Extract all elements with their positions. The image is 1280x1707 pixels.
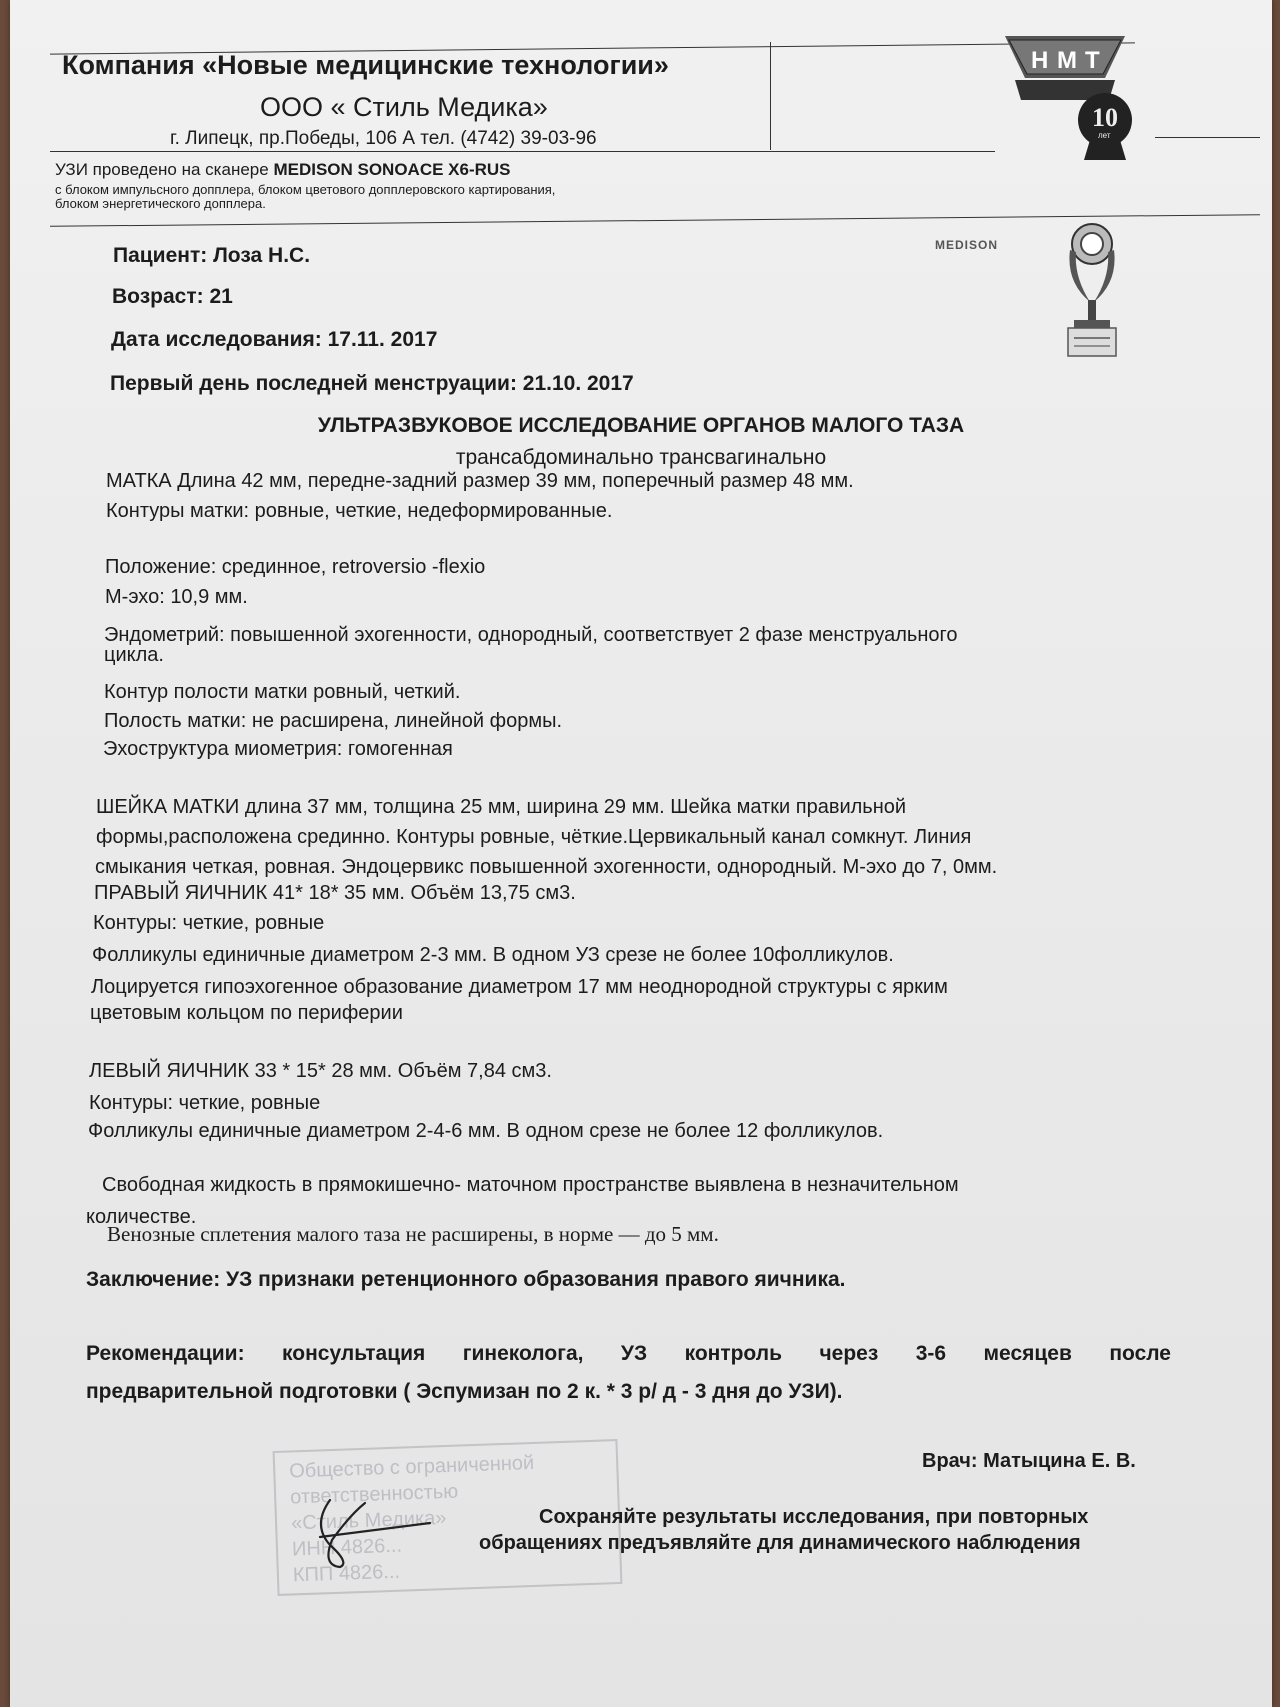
stamp-line-1: Общество с ограниченной: [288, 1451, 535, 1483]
medison-logo: MEDISON: [935, 238, 999, 252]
study-subtitle: трансабдоминально трансвагинально: [455, 446, 827, 469]
scanner-model: MEDISON SONOACE X6-RUS: [273, 160, 511, 179]
trophy-icon: [1060, 222, 1125, 367]
footer-note-2: обращениях предъявляйте для динамического наблюдения: [479, 1532, 1081, 1554]
uterus-contours: Контуры матки: ровные, четкие, недеформированные.: [106, 500, 613, 522]
badge-letter-3: Т: [1085, 47, 1100, 74]
stamp-line-5: КПП 4826...: [292, 1560, 401, 1587]
doctor-name: Врач: Матыцина Е. В.: [922, 1450, 1136, 1472]
right-ovary-formation: Лоцируется гипоэхогенное образование диаметром 17 мм неоднородной структуры с ярким: [91, 976, 948, 998]
uterine-cavity: Полость матки: не расширена, линейной формы.: [104, 710, 563, 732]
llc-name: ООО « Стиль Медика»: [260, 92, 548, 122]
right-ovary-follicles: Фолликулы единичные диаметром 2-3 мм. В одном УЗ срезе не более 10фолликулов.: [92, 944, 894, 966]
right-ovary-size: ПРАВЫЙ ЯИЧНИК 41* 18* 35 мм. Объём 13,75 см3.: [94, 882, 576, 904]
left-ovary-follicles: Фолликулы единичные диаметром 2-4-6 мм. В одном срезе не более 12 фолликулов.: [88, 1120, 884, 1142]
right-ovary-formation-cont: цветовым кольцом по периферии: [90, 1002, 403, 1024]
stamp-line-3: «Стиль Медика»: [290, 1507, 447, 1535]
recommendation: [86, 1335, 1171, 1411]
badge-years-label: лет: [1098, 131, 1111, 140]
left-ovary-contours: Контуры: четкие, ровные: [89, 1092, 321, 1114]
cervix-shape: формы,расположена срединно. Контуры ровные, чёткие.Цервикальный канал сомкнут. Линия: [96, 826, 972, 848]
document-sheet: [10, 0, 1272, 1707]
uterus-position: Положение: срединное, retroversio -flexio: [105, 556, 486, 578]
header-mid-rule: [50, 151, 995, 152]
free-fluid: Свободная жидкость в прямокишечно- маточном пространстве выявлена в незначительном: [102, 1174, 959, 1196]
nmt-badge-logo: [995, 30, 1145, 165]
header-divider: [770, 42, 771, 150]
scanner-prefix: УЗИ проведено на сканере: [55, 160, 269, 179]
pelvic-veins: Венозные сплетения малого таза не расширены, в норме — до 5 мм.: [107, 1222, 719, 1246]
company-name: Компания «Новые медицинские технологии»: [62, 50, 669, 80]
footer-note-1: Сохраняйте результаты исследования, при повторных: [539, 1506, 1089, 1528]
study-title: УЛЬТРАЗВУКОВОЕ ИССЛЕДОВАНИЕ ОРГАНОВ МАЛОГО ТАЗА: [317, 414, 965, 437]
right-ovary-contours: Контуры: четкие, ровные: [93, 912, 325, 934]
conclusion: Заключение: УЗ признаки ретенционного образования правого яичника.: [86, 1268, 846, 1291]
badge-letter-2: М: [1057, 47, 1077, 74]
recommendation-line-1: Рекомендации: консультация гинеколога, УЗ контроль через 3-6 месяцев после: [86, 1342, 1171, 1365]
recommendation-line-2: предварительной подготовки ( Эспумизан по 2 к. * 3 р/ д - 3 дня до УЗИ).: [86, 1380, 843, 1403]
left-ovary-size: ЛЕВЫЙ ЯИЧНИК 33 * 15* 28 мм. Объём 7,84 см3.: [89, 1060, 552, 1082]
endometrium-cont: цикла.: [104, 644, 164, 666]
cervix-size: ШЕЙКА МАТКИ длина 37 мм, толщина 25 мм, ширина 29 мм. Шейка матки правильной: [96, 796, 907, 818]
patient-age: Возраст: 21: [112, 285, 233, 308]
uterus-m-echo: М-эхо: 10,9 мм.: [105, 586, 248, 608]
scanner-modules: с блоком импульсного допплера, блоком цветового допплеровского картирования,: [55, 182, 556, 197]
last-menstruation: Первый день последней менструации: 21.10. 2017: [110, 372, 634, 395]
patient-name: Пациент: Лоза Н.С.: [113, 244, 311, 267]
cervix-closure: смыкания четкая, ровная. Эндоцервикс повышенной эхогенности, однородный. М-эхо до 7, 0мм.: [95, 856, 998, 878]
endometrium: Эндометрий: повышенной эхогенности, однородный, соответствует 2 фазе менструального: [104, 624, 958, 646]
study-date: Дата исследования: 17.11. 2017: [111, 328, 438, 351]
scanner-modules-2: блоком энергетического допплера.: [55, 196, 266, 211]
doctor-signature: [310, 1495, 440, 1575]
scanner-info: [55, 160, 511, 180]
header-right-rule: [1155, 137, 1260, 138]
stamp-line-2: ответственностью: [289, 1480, 459, 1509]
uterus-size: МАТКА Длина 42 мм, передне-задний размер 39 мм, поперечный размер 48 мм.: [106, 470, 854, 492]
stamp-line-4: ИНН 4826...: [291, 1534, 403, 1561]
myometrium: Эхоструктура миометрия: гомогенная: [103, 738, 453, 760]
free-fluid-cont: количестве.: [86, 1206, 197, 1228]
badge-years: 10: [1092, 103, 1118, 132]
cavity-contour: Контур полости матки ровный, четкий.: [104, 681, 461, 703]
company-address: г. Липецк, пр.Победы, 106 А тел. (4742) 39-03-96: [170, 128, 597, 149]
badge-letter-1: Н: [1031, 47, 1049, 74]
